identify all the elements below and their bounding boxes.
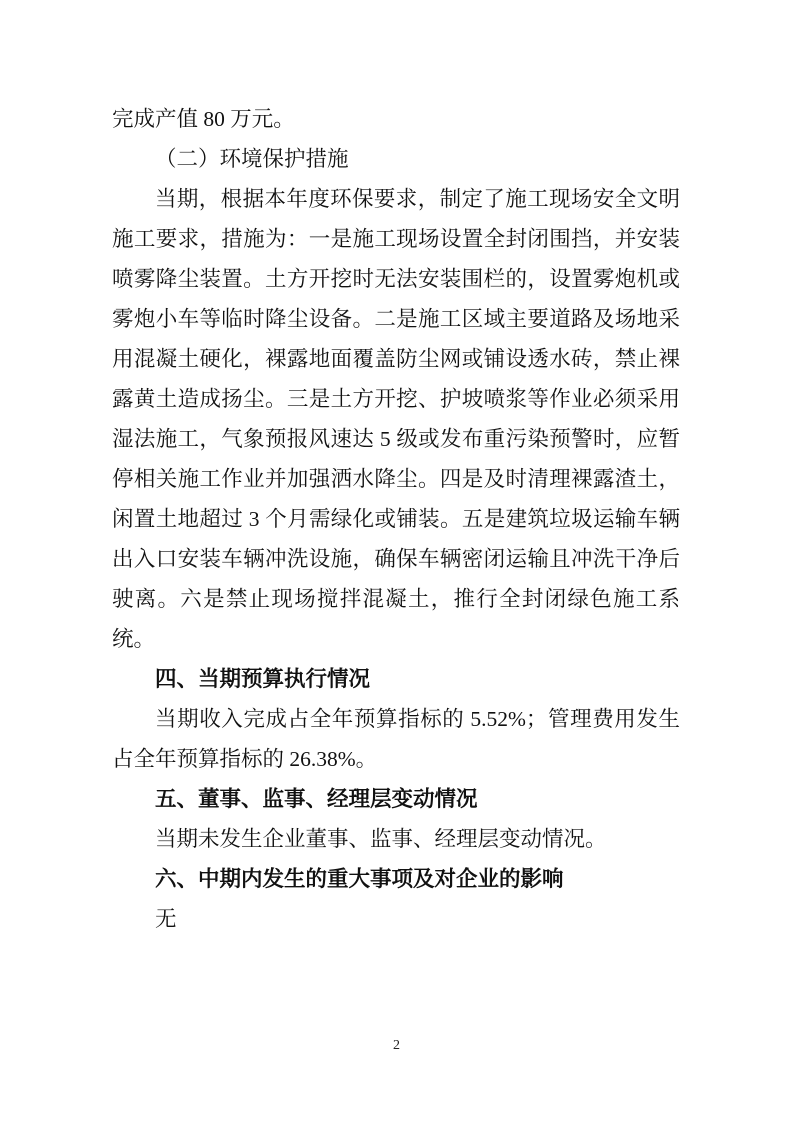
paragraph-continuation: 完成产值 80 万元。 bbox=[112, 107, 295, 131]
section-heading-management-changes: 五、董事、监事、经理层变动情况 bbox=[155, 787, 478, 811]
page-footer bbox=[0, 1036, 793, 1056]
major-events-paragraph: 无 bbox=[155, 907, 177, 931]
document-body bbox=[112, 99, 680, 939]
budget-execution-paragraph: 当期收入完成占全年预算指标的 5.52%；管理费用发生占全年预算指标的 26.38%。 bbox=[112, 707, 680, 771]
page-number: 2 bbox=[393, 1038, 400, 1053]
section-heading-major-events: 六、中期内发生的重大事项及对企业的影响 bbox=[155, 867, 564, 891]
section-heading-budget-execution: 四、当期预算执行情况 bbox=[155, 667, 371, 691]
management-changes-paragraph: 当期未发生企业董事、监事、经理层变动情况。 bbox=[155, 827, 607, 851]
environmental-measures-paragraph: 当期，根据本年度环保要求，制定了施工现场安全文明施工要求，措施为：一是施工现场设置全封闭围挡，并安装喷雾降尘装置。土方开挖时无法安装围栏的，设置雾炮机或雾炮小车等临时降尘设备。二是施工区域主要道路及场地采用混凝土硬化，裸露地面覆盖防尘网或铺设透水砖，禁止裸露黄土造成扬尘。三是土方开挖、护坡喷浆等作业必须采用湿法施工，气象预报风速达 5 级或发布重污染预警时，应暂停相关施工作业并加强洒水降尘。四是及时清理裸露渣土，闲置土地超过 3 个月需绿化或铺装。五是建筑垃圾运输车辆出入口安装车辆冲洗设施，确保车辆密闭运输且冲洗干净后驶离。六是禁止现场搅拌混凝土，推行全封闭绿色施工系统。 bbox=[112, 187, 680, 651]
subsection-heading-environment: （二）环境保护措施 bbox=[155, 147, 349, 171]
